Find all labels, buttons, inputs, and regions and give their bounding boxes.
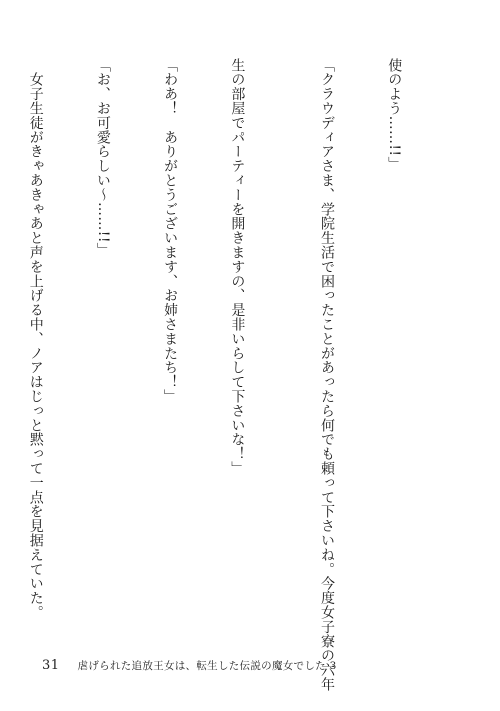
page-number: 31 [42,658,60,673]
page-footer [42,658,337,676]
running-title: 虐げられた追放王女は、転生した伝説の魔女でした 3 [77,660,337,672]
text-line: 「わあ！ ありがとうございます、お姉さまたち！」 [162,58,179,404]
text-line: 使のよう……!!」 [386,58,403,171]
text-line: 「お、お可愛らしい～……!!」 [94,58,111,258]
text-line: 生の部屋でパーティーを開きますの、是非いらして下さいな！」 [229,58,246,476]
text-line: 女子生徒がきゃあきゃあと声を上げる中、ノアはじっと黙って一点を見据えていた。 [27,58,44,620]
text-line: 「クラウディアさま、学院生活で困ったことがあったら何でも頼って下さいね。今度女子寮の六年 [318,58,335,692]
